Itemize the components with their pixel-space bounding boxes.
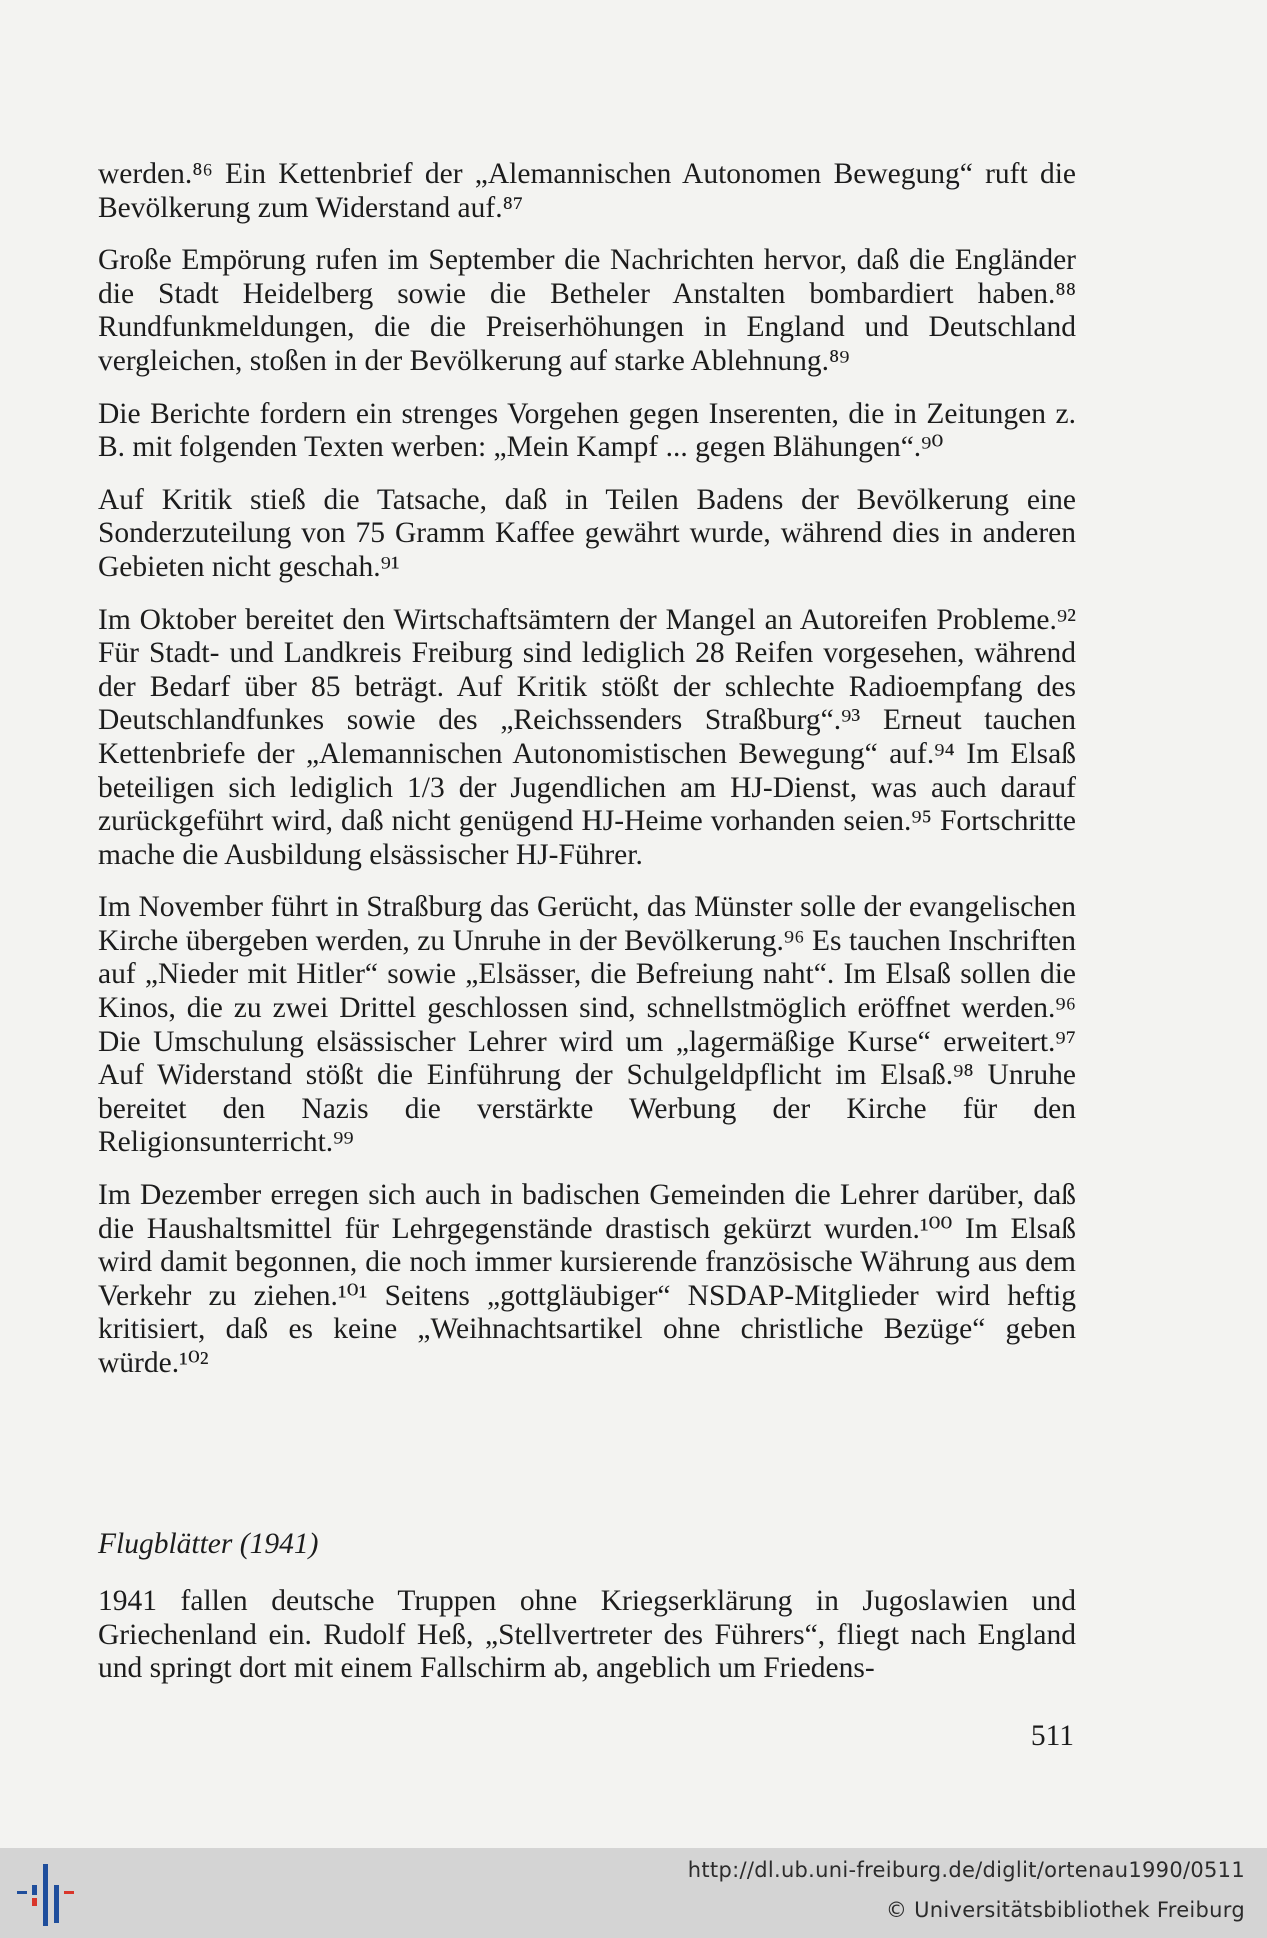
footer-bar [0,1848,1267,1938]
university-library-logo-icon [12,1862,82,1928]
footer-copyright: © Universitätsbibliothek Freiburg [885,1898,1245,1922]
section-heading: Flugblätter (1941) [98,1528,319,1560]
page-number: 511 [1030,1720,1074,1752]
paragraph-5: Im Oktober bereitet den Wirtschaftsämtern der Mangel an Autoreifen Probleme.⁹² Für Stadt- und Landkreis Freiburg sind lediglich 28 Reifen vorgesehen, während der Bedarf über 85 beträgt. Auf Kritik stößt der schlechte Radioempfang des Deutschlandfunkes sowie des „Reichssenders Straßburg“.⁹³ Erneut tauchen Kettenbriefe der „Alemannischen Autonomistischen Bewegung“ auf.⁹⁴ Im Elsaß beteiligen sich lediglich 1/3 der Jugendlichen am HJ-Dienst, was auch darauf zurückgeführt wird, daß nicht genügend HJ-Heime vorhanden seien.⁹⁵ Fortschritte mache die Ausbildung elsässischer HJ-Führer. [98,603,1076,871]
section-paragraph: 1941 fallen deutsche Truppen ohne Kriegserklärung in Jugoslawien und Griechenland ein. Rudolf Heß, „Stellvertreter des Führers“, fliegt nach England und springt dort mit einem Fallschirm ab, angeblich um Friedens- [98,1585,1076,1685]
paragraph-7: Im Dezember erregen sich auch in badischen Gemeinden die Lehrer darüber, daß die Haushaltsmittel für Lehrgegenstände drastisch gekürzt wurden.¹⁰⁰ Im Elsaß wird damit begonnen, die noch immer kursierende französische Währung aus dem Verkehr zu ziehen.¹⁰¹ Seitens „gottgläubiger“ NSDAP-Mitglieder wird heftig kritisiert, daß es keine „Weihnachtsartikel ohne christliche Bezüge“ geben würde.¹⁰² [98,1179,1076,1379]
footer-url-link[interactable]: http://dl.ub.uni-freiburg.de/diglit/ortenau1990/0511 [687,1858,1245,1882]
body-text [98,158,1076,1400]
paragraph-3: Die Berichte fordern ein strenges Vorgehen gegen Inserenten, die in Zeitungen z. B. mit folgenden Texten werben: „Mein Kampf ... gegen Blähungen“.⁹⁰ [98,397,1076,464]
paragraph-6: Im November führt in Straßburg das Gerücht, das Münster solle der evangelischen Kirche übergeben werden, zu Unruhe in der Bevölkerung.⁹⁶ Es tauchen Inschriften auf „Nieder mit Hitler“ sowie „Elsässer, die Befreiung naht“. Im Elsaß sollen die Kinos, die zu zwei Drittel geschlossen sind, schnellstmöglich eröffnet werden.⁹⁶ Die Umschulung elsässischer Lehrer wird um „lagermäßige Kurse“ erweitert.⁹⁷ Auf Widerstand stößt die Einführung der Schulgeldpflicht im Elsaß.⁹⁸ Unruhe bereitet den Nazis die verstärkte Werbung der Kirche für den Religionsunterricht.⁹⁹ [98,891,1076,1159]
paragraph-4: Auf Kritik stieß die Tatsache, daß in Teilen Badens der Bevölkerung eine Sonderzuteilung von 75 Gramm Kaffee gewährt wurde, während dies in anderen Gebieten nicht geschah.⁹¹ [98,483,1076,583]
paragraph-2: Große Empörung rufen im September die Nachrichten hervor, daß die Engländer die Stadt Heidelberg sowie die Betheler Anstalten bombardiert haben.⁸⁸ Rundfunkmeldungen, die die Preiserhöhungen in England und Deutschland vergleichen, stoßen in der Bevölkerung auf starke Ablehnung.⁸⁹ [98,244,1076,377]
paragraph-1: werden.⁸⁶ Ein Kettenbrief der „Alemannischen Autonomen Bewegung“ ruft die Bevölkerung zum Widerstand auf.⁸⁷ [98,158,1076,224]
